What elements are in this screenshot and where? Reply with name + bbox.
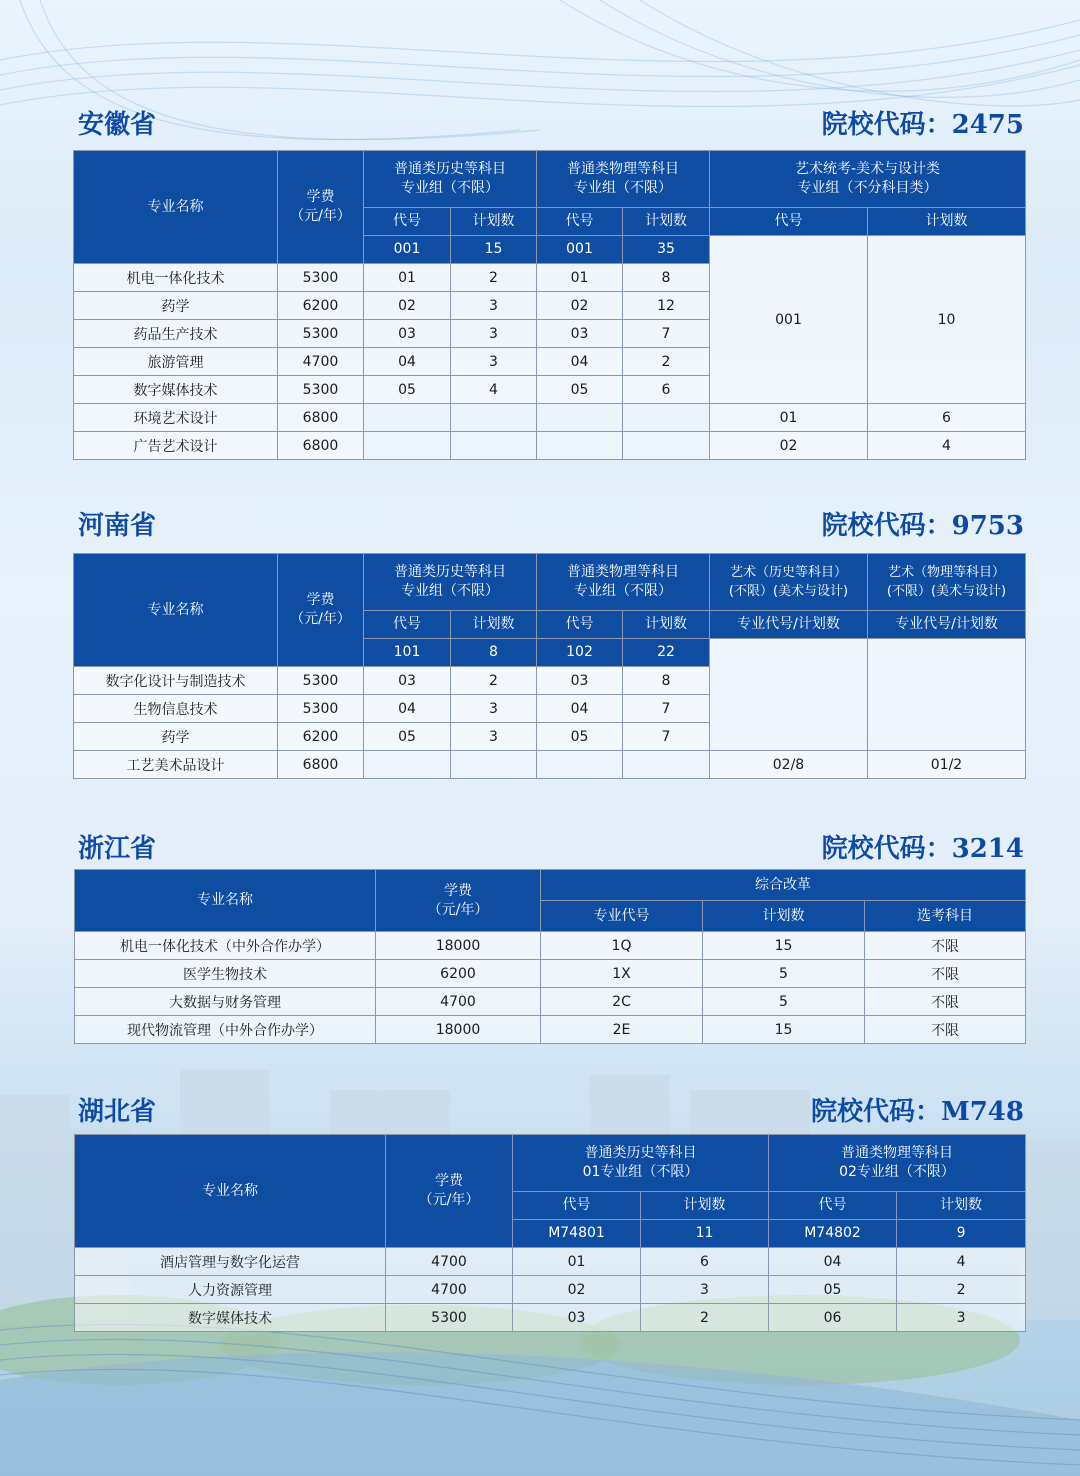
fee-value: 4700 xyxy=(278,348,364,376)
header-fee: 学费 （元/年） xyxy=(376,870,541,932)
header-art-code-plan: 专业代号/计划数 xyxy=(710,611,868,639)
plan-value: 3 xyxy=(451,320,537,348)
header-reform: 综合改革 xyxy=(541,870,1026,901)
hubei-section-header xyxy=(78,1091,1024,1131)
empty-cell xyxy=(364,404,451,432)
plan-value: 2 xyxy=(451,264,537,292)
fee-value: 5300 xyxy=(278,695,364,723)
code-value: 06 xyxy=(769,1304,897,1332)
group-plan: 11 xyxy=(641,1220,769,1248)
header-art-group: 艺术统考-美术与设计类 专业组（不分科目类） xyxy=(710,151,1026,208)
header-code: 代号 xyxy=(513,1192,641,1220)
group-code: M74802 xyxy=(769,1220,897,1248)
plan-value: 4 xyxy=(868,432,1026,460)
code-value: 02 xyxy=(537,292,623,320)
plan-value: 7 xyxy=(623,723,710,751)
major-name: 药学 xyxy=(74,292,278,320)
table-row xyxy=(74,751,1026,779)
fee-value: 4700 xyxy=(376,988,541,1016)
header-art-physics-group: 艺术（物理等科目） (不限）(美术与设计) xyxy=(868,554,1026,611)
code-value: 01 xyxy=(364,264,451,292)
header-art-history-group: 艺术（历史等科目） (不限）(美术与设计) xyxy=(710,554,868,611)
fee-value: 6200 xyxy=(376,960,541,988)
school-code: 院校代码：3214 xyxy=(821,834,1024,864)
anhui-section-header xyxy=(78,104,1024,144)
code-value: 03 xyxy=(537,667,623,695)
province-title: 浙江省 xyxy=(78,834,157,864)
table-row xyxy=(75,932,1026,960)
table-row xyxy=(75,1016,1026,1044)
group-code: 102 xyxy=(537,639,623,667)
art-code-plan-value: 02/8 xyxy=(710,751,868,779)
fee-value: 4700 xyxy=(386,1276,513,1304)
header-major: 专业名称 xyxy=(75,870,376,932)
header-code: 代号 xyxy=(364,611,451,639)
plan-value: 3 xyxy=(451,348,537,376)
group-code: 101 xyxy=(364,639,451,667)
major-name: 旅游管理 xyxy=(74,348,278,376)
code-value: 01 xyxy=(513,1248,641,1276)
zhejiang-admission-table xyxy=(74,869,1026,1044)
table-row xyxy=(74,404,1026,432)
code-value: 1X xyxy=(541,960,703,988)
henan-section-header xyxy=(78,505,1024,545)
major-name: 机电一体化技术（中外合作办学） xyxy=(75,932,376,960)
code-value: 03 xyxy=(537,320,623,348)
empty-cell xyxy=(537,432,623,460)
empty-cell xyxy=(537,751,623,779)
plan-value: 6 xyxy=(623,376,710,404)
major-name: 广告艺术设计 xyxy=(74,432,278,460)
header-plan: 计划数 xyxy=(451,208,537,236)
subject-value: 不限 xyxy=(865,932,1026,960)
fee-value: 5300 xyxy=(278,667,364,695)
header-code: 代号 xyxy=(769,1192,897,1220)
fee-value: 5300 xyxy=(278,320,364,348)
empty-cell xyxy=(623,404,710,432)
plan-value: 3 xyxy=(451,292,537,320)
header-fee: 学费 （元/年） xyxy=(278,151,364,264)
plan-value: 3 xyxy=(641,1276,769,1304)
header-history-group: 普通类历史等科目 专业组（不限） xyxy=(364,554,537,611)
fee-value: 6200 xyxy=(278,292,364,320)
code-value: 04 xyxy=(537,695,623,723)
header-major: 专业名称 xyxy=(74,554,278,667)
code-value: 05 xyxy=(364,376,451,404)
group-plan: 35 xyxy=(623,236,710,264)
code-value: 05 xyxy=(769,1276,897,1304)
header-major: 专业名称 xyxy=(74,151,278,264)
header-code: 代号 xyxy=(537,611,623,639)
header-plan: 计划数 xyxy=(623,611,710,639)
subject-value: 不限 xyxy=(865,988,1026,1016)
table-row xyxy=(75,1248,1026,1276)
header-code: 专业代号 xyxy=(541,901,703,932)
major-name: 医学生物技术 xyxy=(75,960,376,988)
plan-value: 4 xyxy=(897,1248,1026,1276)
code-value: 05 xyxy=(364,723,451,751)
art-group-plan: 10 xyxy=(868,236,1026,404)
header-history-group: 普通类历史等科目 专业组（不限） xyxy=(364,151,537,208)
fee-value: 18000 xyxy=(376,932,541,960)
header-subject: 选考科目 xyxy=(865,901,1026,932)
fee-value: 6800 xyxy=(278,432,364,460)
header-plan: 计划数 xyxy=(451,611,537,639)
header-code: 代号 xyxy=(710,208,868,236)
plan-value: 8 xyxy=(623,667,710,695)
code-value: 02 xyxy=(513,1276,641,1304)
plan-value: 15 xyxy=(703,1016,865,1044)
header-plan: 计划数 xyxy=(703,901,865,932)
header-fee: 学费 （元/年） xyxy=(386,1135,513,1248)
province-title: 湖北省 xyxy=(78,1097,157,1127)
province-title: 河南省 xyxy=(78,511,157,541)
empty-cell xyxy=(623,751,710,779)
empty-cell xyxy=(451,432,537,460)
plan-value: 3 xyxy=(451,723,537,751)
art-group-code: 001 xyxy=(710,236,868,404)
plan-value: 6 xyxy=(641,1248,769,1276)
fee-value: 5300 xyxy=(278,376,364,404)
header-major: 专业名称 xyxy=(75,1135,386,1248)
header-physics-group: 普通类物理等科目 专业组（不限） xyxy=(537,151,710,208)
province-title: 安徽省 xyxy=(78,110,157,140)
group-code: 001 xyxy=(364,236,451,264)
code-value: 05 xyxy=(537,376,623,404)
major-name: 数字化设计与制造技术 xyxy=(74,667,278,695)
group-plan: 8 xyxy=(451,639,537,667)
code-value: 04 xyxy=(364,695,451,723)
major-name: 工艺美术品设计 xyxy=(74,751,278,779)
group-plan: 9 xyxy=(897,1220,1026,1248)
major-name: 药学 xyxy=(74,723,278,751)
group-code: M74801 xyxy=(513,1220,641,1248)
zhejiang-section-header xyxy=(78,828,1024,868)
empty-cell xyxy=(364,432,451,460)
header-physics-group: 普通类物理等科目 02专业组（不限） xyxy=(769,1135,1026,1192)
school-code: 院校代码：2475 xyxy=(821,110,1024,140)
plan-value: 2 xyxy=(451,667,537,695)
fee-value: 6800 xyxy=(278,751,364,779)
empty-cell xyxy=(710,639,868,751)
header-plan: 计划数 xyxy=(868,208,1026,236)
subject-value: 不限 xyxy=(865,960,1026,988)
major-name: 机电一体化技术 xyxy=(74,264,278,292)
table-row xyxy=(74,432,1026,460)
code-value: 02 xyxy=(364,292,451,320)
code-value: 05 xyxy=(537,723,623,751)
fee-value: 5300 xyxy=(386,1304,513,1332)
header-fee: 学费 （元/年） xyxy=(278,554,364,667)
group-code: 001 xyxy=(537,236,623,264)
code-value: 04 xyxy=(769,1248,897,1276)
table-row xyxy=(75,988,1026,1016)
plan-value: 7 xyxy=(623,695,710,723)
major-name: 人力资源管理 xyxy=(75,1276,386,1304)
fee-value: 6200 xyxy=(278,723,364,751)
empty-cell xyxy=(451,751,537,779)
fee-value: 6800 xyxy=(278,404,364,432)
plan-value: 2 xyxy=(641,1304,769,1332)
major-name: 大数据与财务管理 xyxy=(75,988,376,1016)
school-code: 院校代码：9753 xyxy=(821,511,1024,541)
school-code: 院校代码：M748 xyxy=(810,1097,1024,1127)
table-row xyxy=(75,960,1026,988)
header-art-code-plan: 专业代号/计划数 xyxy=(868,611,1026,639)
plan-value: 5 xyxy=(703,960,865,988)
major-name: 环境艺术设计 xyxy=(74,404,278,432)
fee-value: 5300 xyxy=(278,264,364,292)
table-row xyxy=(75,1276,1026,1304)
header-plan: 计划数 xyxy=(897,1192,1026,1220)
art-code-plan-value: 01/2 xyxy=(868,751,1026,779)
empty-cell xyxy=(537,404,623,432)
header-code: 代号 xyxy=(364,208,451,236)
major-name: 药品生产技术 xyxy=(74,320,278,348)
plan-value: 3 xyxy=(451,695,537,723)
plan-value: 4 xyxy=(451,376,537,404)
header-plan: 计划数 xyxy=(641,1192,769,1220)
header-physics-group: 普通类物理等科目 专业组（不限） xyxy=(537,554,710,611)
group-plan: 15 xyxy=(451,236,537,264)
anhui-admission-table xyxy=(73,150,1026,460)
code-value: 03 xyxy=(364,320,451,348)
header-code: 代号 xyxy=(537,208,623,236)
subject-value: 不限 xyxy=(865,1016,1026,1044)
plan-value: 7 xyxy=(623,320,710,348)
major-name: 生物信息技术 xyxy=(74,695,278,723)
header-plan: 计划数 xyxy=(623,208,710,236)
code-value: 2C xyxy=(541,988,703,1016)
code-value: 01 xyxy=(537,264,623,292)
major-name: 数字媒体技术 xyxy=(75,1304,386,1332)
plan-value: 5 xyxy=(703,988,865,1016)
plan-value: 2 xyxy=(897,1276,1026,1304)
fee-value: 18000 xyxy=(376,1016,541,1044)
empty-cell xyxy=(623,432,710,460)
code-value: 03 xyxy=(364,667,451,695)
plan-value: 6 xyxy=(868,404,1026,432)
fee-value: 4700 xyxy=(386,1248,513,1276)
hubei-admission-table xyxy=(74,1134,1026,1332)
group-plan: 22 xyxy=(623,639,710,667)
code-value: 04 xyxy=(364,348,451,376)
code-value: 1Q xyxy=(541,932,703,960)
major-name: 酒店管理与数字化运营 xyxy=(75,1248,386,1276)
code-value: 2E xyxy=(541,1016,703,1044)
plan-value: 8 xyxy=(623,264,710,292)
henan-admission-table xyxy=(73,553,1026,779)
plan-value: 15 xyxy=(703,932,865,960)
plan-value: 12 xyxy=(623,292,710,320)
empty-cell xyxy=(451,404,537,432)
header-history-group: 普通类历史等科目 01专业组（不限） xyxy=(513,1135,769,1192)
table-row xyxy=(75,1304,1026,1332)
major-name: 数字媒体技术 xyxy=(74,376,278,404)
code-value: 02 xyxy=(710,432,868,460)
code-value: 04 xyxy=(537,348,623,376)
code-value: 01 xyxy=(710,404,868,432)
plan-value: 2 xyxy=(623,348,710,376)
empty-cell xyxy=(364,751,451,779)
major-name: 现代物流管理（中外合作办学） xyxy=(75,1016,376,1044)
plan-value: 3 xyxy=(897,1304,1026,1332)
code-value: 03 xyxy=(513,1304,641,1332)
empty-cell xyxy=(868,639,1026,751)
